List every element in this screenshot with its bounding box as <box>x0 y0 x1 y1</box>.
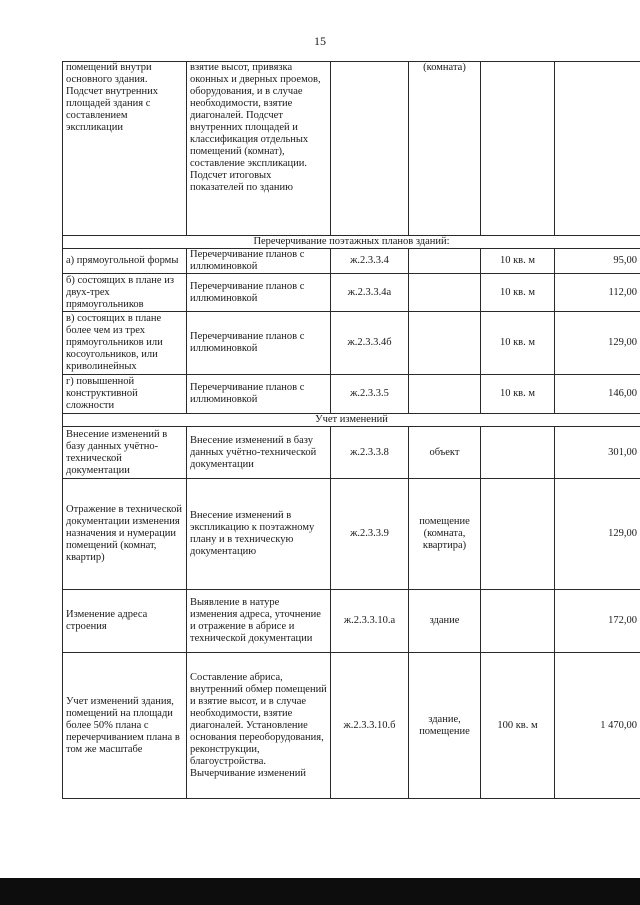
unit-cell <box>409 375 481 414</box>
work-name-cell: Внесение изменений в базу данных учётно-технической документации <box>63 427 187 479</box>
table-row <box>63 375 640 414</box>
page-number: 15 <box>314 34 326 48</box>
price-cell: 129,00 <box>555 312 640 375</box>
unit-cell: здание, помещение <box>409 653 481 799</box>
price-cell: 172,00 <box>555 590 640 653</box>
norm-cell: 10 кв. м <box>481 249 555 274</box>
norm-cell: 10 кв. м <box>481 312 555 375</box>
table-row <box>63 653 640 799</box>
section-header-changes: Учет изменений <box>63 414 640 427</box>
norm-cell: 10 кв. м <box>481 375 555 414</box>
code-cell: ж.2.3.3.8 <box>331 427 409 479</box>
norm-cell: 10 кв. м <box>481 274 555 312</box>
work-name-cell: а) прямоугольной формы <box>63 249 187 274</box>
price-cell: 95,00 <box>555 249 640 274</box>
table-row <box>63 274 640 312</box>
table-row <box>63 62 640 236</box>
work-name-cell: в) состоящих в плане более чем из трех прямоугольников или косоугольников, или криволинейных <box>63 312 187 375</box>
work-name-cell: Изменение адреса строения <box>63 590 187 653</box>
scan-bottom-bar <box>0 878 640 905</box>
work-name-cell: помещений внутри основного здания. Подсчет внутренних площадей здания с составлением экспликации <box>63 62 187 236</box>
code-cell: ж.2.3.3.4а <box>331 274 409 312</box>
work-description-cell: Составление абриса, внутренний обмер помещений и взятие высот, и в случае необходимости, взятие диагоналей. Установление основания переоборудования, реконструкции, благоустройства. Вычерчивание изменений <box>187 653 331 799</box>
work-description-cell: Внесение изменений в экспликацию к поэтажному плану и в техническую документацию <box>187 479 331 590</box>
price-cell: 146,00 <box>555 375 640 414</box>
tariff-table <box>62 61 640 799</box>
table-row <box>63 427 640 479</box>
norm-cell <box>481 590 555 653</box>
work-description-cell: взятие высот, привязка оконных и дверных проемов, оборудования, и в случае необходимости, взятие диагоналей. Подсчет внутренних площадей и классификация отдельных помещений (комнат), составление экспликации. Подсчет итоговых показателей по зданию <box>187 62 331 236</box>
unit-cell <box>409 249 481 274</box>
norm-cell <box>481 479 555 590</box>
norm-cell: 100 кв. м <box>481 653 555 799</box>
table-row <box>63 249 640 274</box>
code-cell: ж.2.3.3.4 <box>331 249 409 274</box>
work-description-cell: Перечерчивание планов с иллюминовкой <box>187 312 331 375</box>
code-cell: ж.2.3.3.9 <box>331 479 409 590</box>
code-cell: ж.2.3.3.10.б <box>331 653 409 799</box>
work-description-cell: Внесение изменений в базу данных учётно-технической документации <box>187 427 331 479</box>
work-description-cell: Перечерчивание планов с иллюминовкой <box>187 274 331 312</box>
work-description-cell: Перечерчивание планов с иллюминовкой <box>187 249 331 274</box>
table-row <box>63 590 640 653</box>
norm-cell <box>481 62 555 236</box>
unit-cell: здание <box>409 590 481 653</box>
code-cell: ж.2.3.3.5 <box>331 375 409 414</box>
code-cell: ж.2.3.3.10.а <box>331 590 409 653</box>
unit-cell: объект <box>409 427 481 479</box>
table-row <box>63 479 640 590</box>
norm-cell <box>481 427 555 479</box>
price-cell: 301,00 <box>555 427 640 479</box>
work-name-cell: б) состоящих в плане из двух-трех прямоугольников <box>63 274 187 312</box>
unit-cell <box>409 274 481 312</box>
section-header-row <box>63 236 640 249</box>
work-name-cell: г) повышенной конструктивной сложности <box>63 375 187 414</box>
price-cell <box>555 62 640 236</box>
price-cell: 112,00 <box>555 274 640 312</box>
unit-cell: помещение (комната, квартира) <box>409 479 481 590</box>
code-cell <box>331 62 409 236</box>
section-header-floor-plans: Перечерчивание поэтажных планов зданий: <box>63 236 640 249</box>
work-name-cell: Отражение в технической документации изменения назначения и нумерации помещений (комнат, квартир) <box>63 479 187 590</box>
code-cell: ж.2.3.3.4б <box>331 312 409 375</box>
section-header-row <box>63 414 640 427</box>
work-name-cell: Учет изменений здания, помещений на площади более 50% плана с перечерчиванием плана в том же масштабе <box>63 653 187 799</box>
price-cell: 129,00 <box>555 479 640 590</box>
work-description-cell: Перечерчивание планов с иллюминовкой <box>187 375 331 414</box>
table-row <box>63 312 640 375</box>
work-description-cell: Выявление в натуре изменения адреса, уточнение и отражение в абрисе и технической документации <box>187 590 331 653</box>
unit-cell: (комната) <box>409 62 481 236</box>
unit-cell <box>409 312 481 375</box>
price-cell: 1 470,00 <box>555 653 640 799</box>
